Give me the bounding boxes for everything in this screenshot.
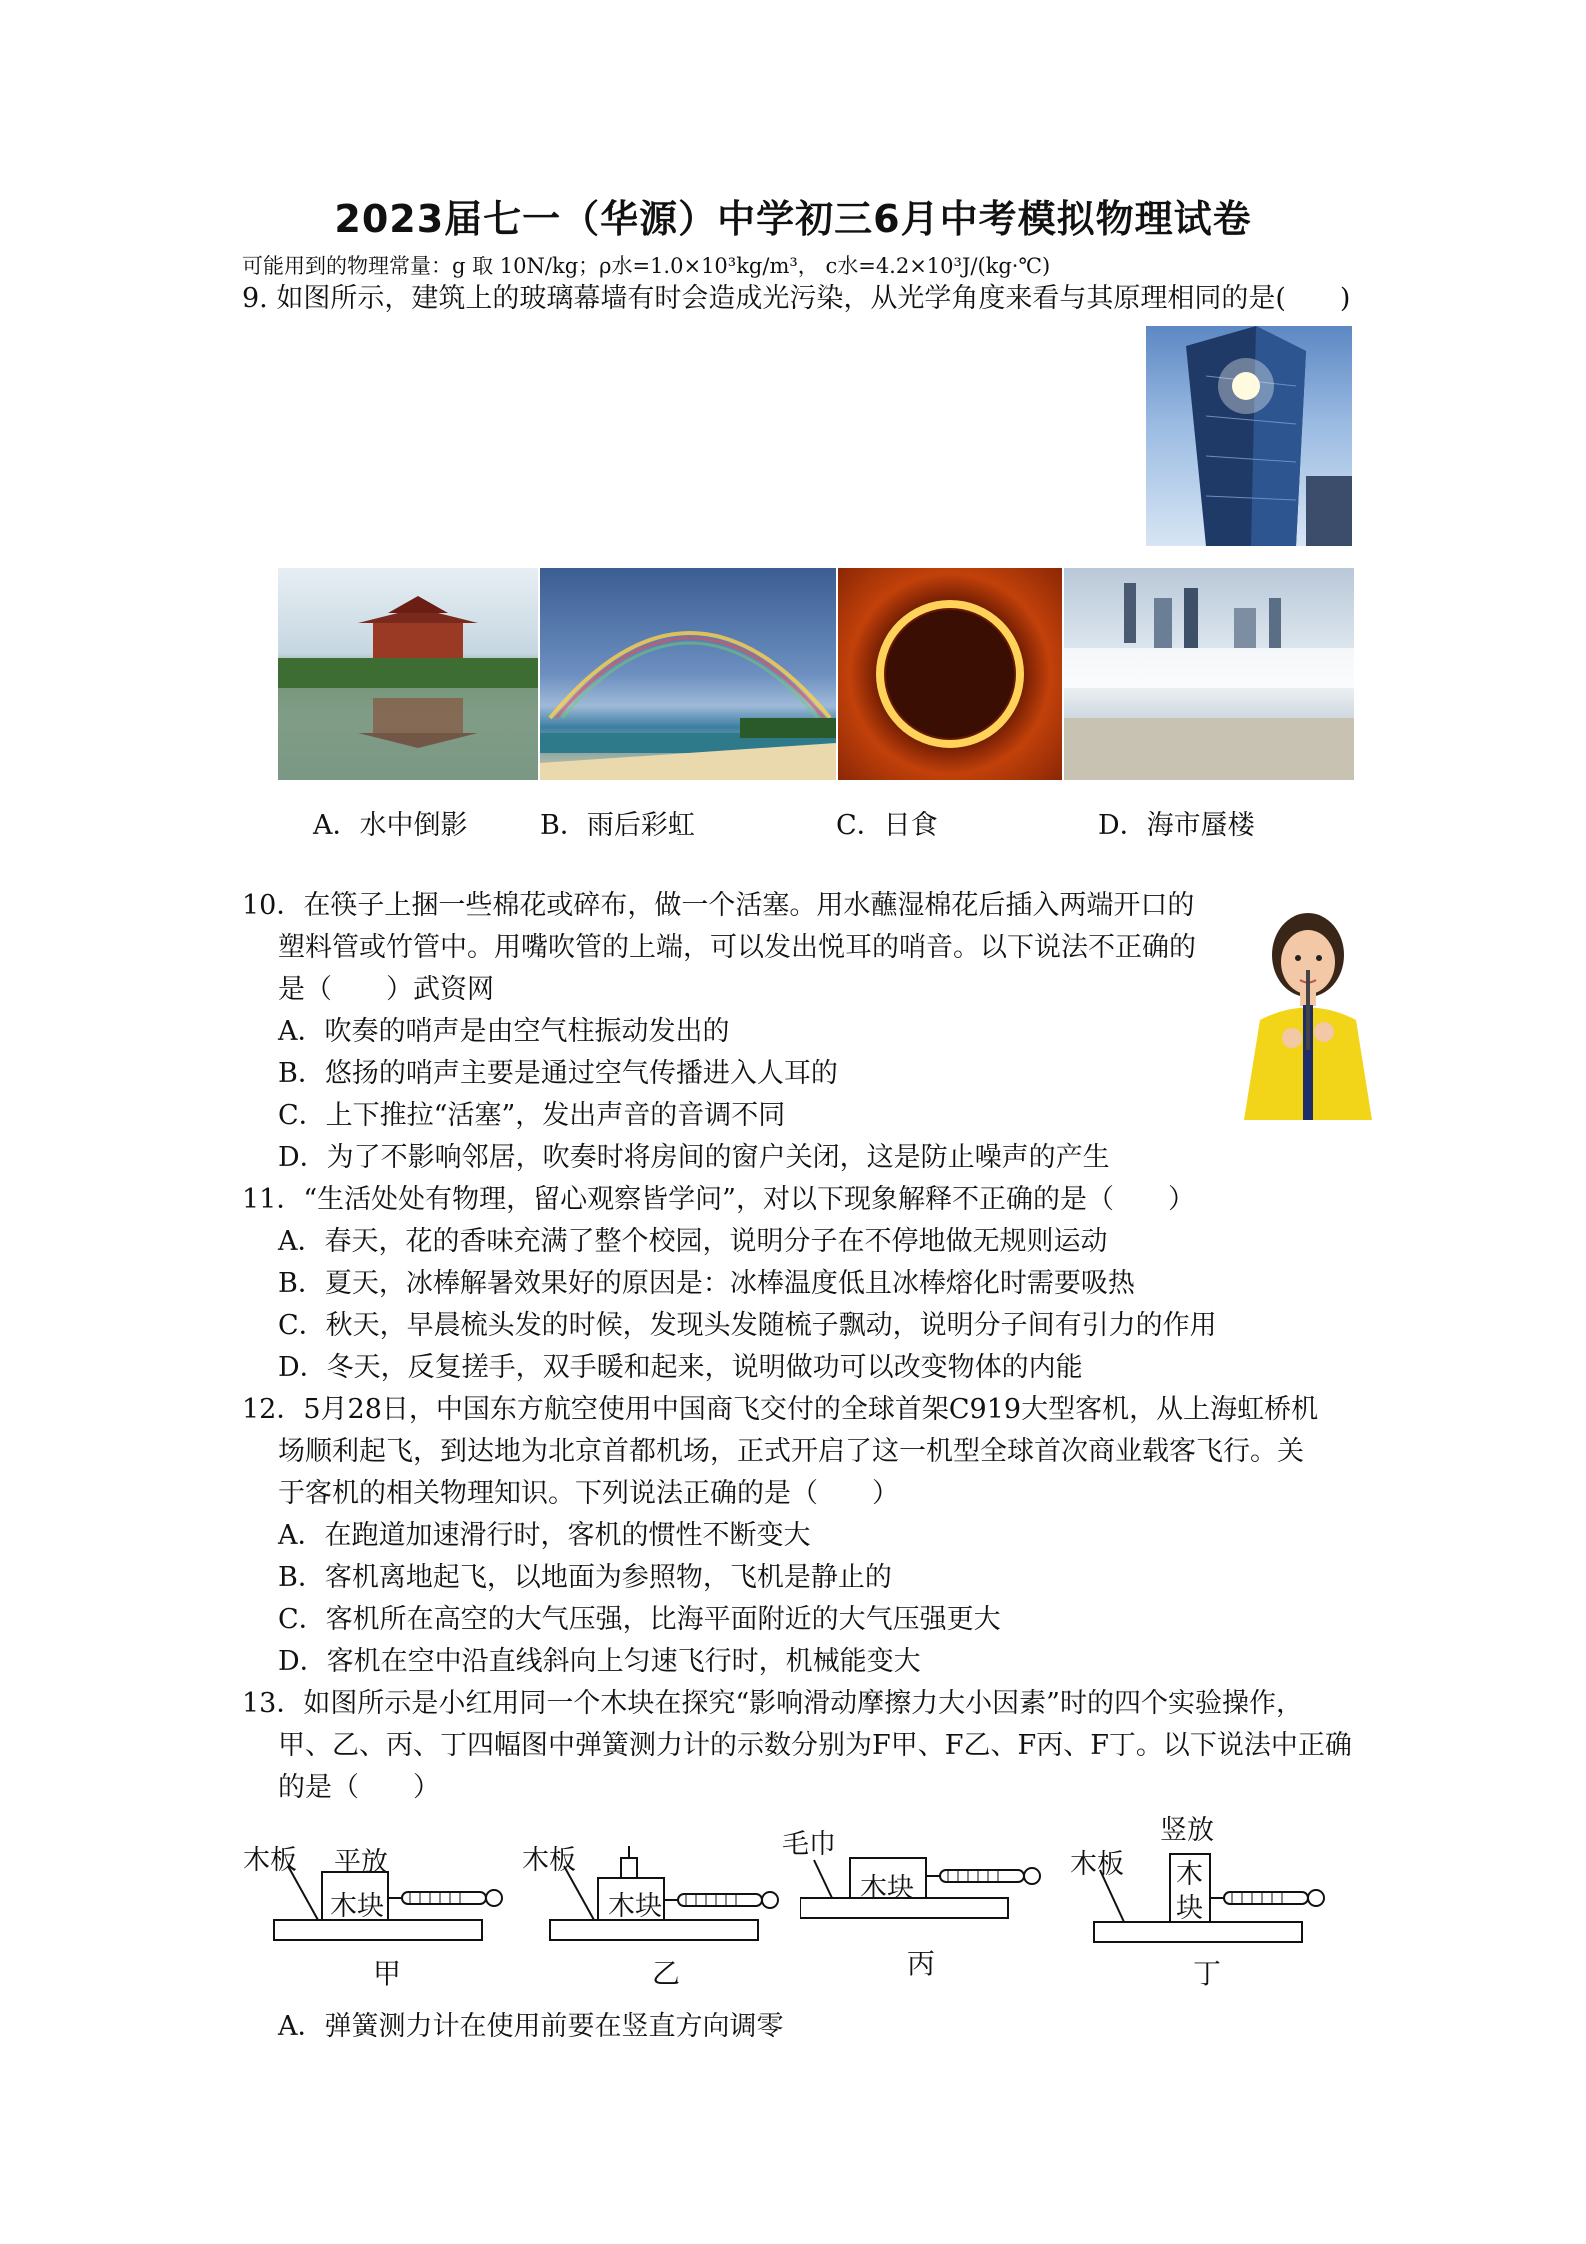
q12-option-d: D．客机在空中沿直线斜向上匀速飞行时，机械能变大 xyxy=(278,1646,921,1677)
reflection-photo xyxy=(278,568,538,780)
physics-constants: 可能用到的物理常量：g 取 10N/kg；ρ水=1.0×10³kg/m³， c水=4.2×10³J/(kg·℃) xyxy=(242,254,1051,278)
fig-yi-caption: 乙 xyxy=(652,1957,681,1990)
fig-ding-block-label: 木块 xyxy=(1176,1859,1203,1924)
girl-playing-whistle-photo xyxy=(1240,900,1380,1120)
q9-option-b: B．雨后彩虹 xyxy=(540,810,695,841)
q13-option-a: A．弹簧测力计在使用前要在竖直方向调零 xyxy=(278,2011,784,2042)
q9-stem: 9. 如图所示，建筑上的玻璃幕墙有时会造成光污染，从光学角度来看与其原理相同的是( ) xyxy=(242,283,1351,314)
fig-yi-block-label: 木块 xyxy=(608,1891,662,1922)
q12-option-c: C．客机所在高空的大气压强，比海平面附近的大气压强更大 xyxy=(278,1604,1001,1635)
fig-bing-block-label: 木块 xyxy=(860,1873,914,1904)
fig-ding-top-label: 竖放 xyxy=(1160,1815,1214,1846)
q9-option-d: D．海市蜃楼 xyxy=(1098,810,1255,841)
q10-option-b: B．悠扬的哨声主要是通过空气传播进入人耳的 xyxy=(278,1058,838,1089)
q11-option-c: C．秋天，早晨梳头发的时候，发现头发随梳子飘动，说明分子间有引力的作用 xyxy=(278,1310,1217,1341)
q10-stem-line-1: 10．在筷子上捆一些棉花或碎布，做一个活塞。用水蘸湿棉花后插入两端开口的 xyxy=(242,890,1195,921)
q12-option-a: A．在跑道加速滑行时，客机的惯性不断变大 xyxy=(278,1520,811,1551)
fig-ding-board-label: 木板 xyxy=(1070,1849,1124,1880)
glass-building-photo xyxy=(1146,326,1352,546)
q11-stem: 11．“生活处处有物理，留心观察皆学问”，对以下现象解释不正确的是（ ） xyxy=(242,1184,1195,1215)
fig-jia-board-label: 木板 xyxy=(243,1845,297,1876)
page-title: 2023届七一（华源）中学初三6月中考模拟物理试卷 xyxy=(334,197,1252,241)
q12-stem-line-3: 于客机的相关物理知识。下列说法正确的是（ ） xyxy=(278,1478,899,1509)
fig-ding-caption: 丁 xyxy=(1193,1957,1222,1990)
eclipse-photo xyxy=(838,568,1062,780)
q10-option-a: A．吹奏的哨声是由空气柱振动发出的 xyxy=(278,1016,730,1047)
q10-stem-line-3: 是（ ）武资网 xyxy=(278,974,494,1005)
fig-jia-block-label: 木块 xyxy=(330,1891,384,1922)
q13-stem-line-1: 13．如图所示是小红用同一个木块在探究“影响滑动摩擦力大小因素”时的四个实验操作， xyxy=(242,1688,1303,1719)
q11-option-d: D．冬天，反复搓手，双手暖和起来，说明做功可以改变物体的内能 xyxy=(278,1352,1083,1383)
q10-option-d: D．为了不影响邻居，吹奏时将房间的窗户关闭，这是防止噪声的产生 xyxy=(278,1142,1110,1173)
fig-jia-caption: 甲 xyxy=(373,1957,402,1990)
q13-stem-line-2: 甲、乙、丙、丁四幅图中弹簧测力计的示数分别为F甲、F乙、F丙、F丁。以下说法中正确 xyxy=(278,1730,1352,1761)
q11-option-b: B．夏天，冰棒解暑效果好的原因是：冰棒温度低且冰棒熔化时需要吸热 xyxy=(278,1268,1135,1299)
q11-option-a: A．春天，花的香味充满了整个校园，说明分子在不停地做无规则运动 xyxy=(278,1226,1108,1257)
q12-stem-line-2: 场顺利起飞，到达地为北京首都机场，正式开启了这一机型全球首次商业载客飞行。关 xyxy=(278,1436,1304,1467)
fig-jia-top-label: 平放 xyxy=(334,1847,388,1878)
q10-option-c: C．上下推拉“活塞”，发出声音的音调不同 xyxy=(278,1100,786,1131)
fig-bing-caption: 丙 xyxy=(907,1947,936,1980)
q10-stem-line-2: 塑料管或竹管中。用嘴吹管的上端，可以发出悦耳的哨音。以下说法不正确的 xyxy=(278,932,1196,963)
q9-option-c: C．日食 xyxy=(836,810,938,841)
mirage-photo xyxy=(1064,568,1354,780)
q12-option-b: B．客机离地起飞，以地面为参照物，飞机是静止的 xyxy=(278,1562,892,1593)
q13-stem-line-3: 的是（ ） xyxy=(278,1772,440,1803)
rainbow-photo xyxy=(540,568,836,780)
q9-option-a: A．水中倒影 xyxy=(313,810,468,841)
fig-yi-board-label: 木板 xyxy=(522,1845,576,1876)
q12-stem-line-1: 12．5月28日，中国东方航空使用中国商飞交付的全球首架C919大型客机，从上海虹桥机 xyxy=(242,1394,1319,1425)
fig-bing-board-label: 毛巾 xyxy=(782,1829,836,1860)
